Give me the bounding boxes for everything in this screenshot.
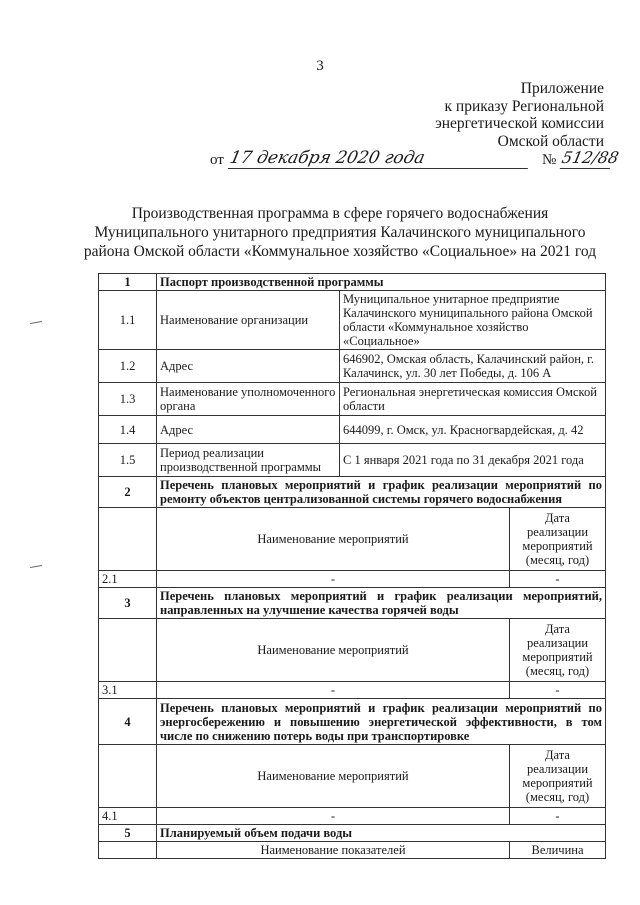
program-table [98, 273, 606, 859]
title-line: района Омской области «Коммунальное хозяйство «Социальное» на 2021 год [83, 243, 597, 260]
section-row [99, 588, 606, 619]
header-name: Наименование мероприятий [157, 619, 510, 682]
row-label: Наименование организации [157, 291, 340, 350]
order-reference [210, 148, 621, 172]
appendix-block [435, 80, 604, 150]
section-row [99, 477, 606, 508]
row-value: 646902, Омская область, Калачинский район, г. Калачинск, ул. 30 лет Победы, д. 106 А [340, 350, 606, 383]
table-header-row [99, 745, 606, 808]
margin-mark [30, 321, 42, 324]
order-number-handwritten: 512/88 [560, 148, 621, 167]
row-date: - [510, 571, 606, 588]
table-header-row [99, 842, 606, 859]
appendix-line: Приложение [520, 80, 604, 97]
blank-cell [99, 745, 157, 808]
header-date: Дата реализации мероприятий (месяц, год) [510, 619, 606, 682]
row-date: - [510, 682, 606, 699]
row-value: 644099, г. Омск, ул. Красногвардейская, д. 42 [340, 416, 606, 444]
table-row [99, 682, 606, 699]
section-number: 2 [99, 477, 157, 508]
row-number: 1.3 [99, 383, 157, 416]
header-date: Дата реализации мероприятий (месяц, год) [510, 508, 606, 571]
section-title: Перечень плановых мероприятий и график реализации мероприятий по энергосбережению и повышению энергетической эффективности, в том числе по снижению потерь воды при транспортировке [157, 699, 606, 745]
section-number: 1 [99, 274, 157, 291]
section-row [99, 825, 606, 842]
row-label: Адрес [157, 350, 340, 383]
section-number: 5 [99, 825, 157, 842]
table-row [99, 571, 606, 588]
section-title: Перечень плановых мероприятий и график реализации мероприятий, направленных на улучшение качества горячей воды [157, 588, 606, 619]
row-number: 1.5 [99, 444, 157, 477]
section-number: 3 [99, 588, 157, 619]
row-label: Период реализации производственной программы [157, 444, 340, 477]
appendix-line: энергетической комиссии [435, 115, 604, 132]
blank-cell [99, 619, 157, 682]
table-header-row [99, 619, 606, 682]
header-value: Величина [510, 842, 606, 859]
row-date: - [510, 808, 606, 825]
row-number: 1.1 [99, 291, 157, 350]
row-label: Наименование уполномоченного органа [157, 383, 340, 416]
row-number: 2.1 [99, 571, 157, 588]
blank-cell [99, 842, 157, 859]
row-number: 4.1 [99, 808, 157, 825]
table-header-row [99, 508, 606, 571]
margin-mark [30, 565, 42, 568]
row-label: Адрес [157, 416, 340, 444]
row-name: - [157, 571, 510, 588]
row-number: 1.2 [99, 350, 157, 383]
row-value: Региональная энергетическая комиссия Омской области [340, 383, 606, 416]
row-number: 1.4 [99, 416, 157, 444]
title-line: Муниципального унитарного предприятия Калачинского муниципального [94, 224, 586, 241]
appendix-line: Омской области [497, 132, 604, 150]
row-name: - [157, 808, 510, 825]
row-value: Муниципальное унитарное предприятие Калачинского муниципального района Омской области «Коммунальное хозяйство «Социальное» [340, 291, 606, 350]
page-number: 3 [316, 58, 324, 74]
title-line: Производственная программа в сфере горячего водоснабжения [131, 205, 549, 222]
table-row [99, 416, 606, 444]
table-row [99, 350, 606, 383]
appendix-line: к приказу Региональной [444, 97, 604, 115]
section-title: Планируемый объем подачи воды [157, 825, 606, 842]
order-prefix: от [210, 152, 224, 168]
order-date-handwritten: 17 декабря 2020 года [228, 148, 532, 169]
section-row [99, 699, 606, 745]
section-row [99, 274, 606, 291]
document-title [70, 204, 610, 261]
table-row [99, 291, 606, 350]
section-title: Перечень плановых мероприятий и график реализации мероприятий по ремонту объектов централизованной системы горячего водоснабжения [157, 477, 606, 508]
section-title: Паспорт производственной программы [157, 274, 606, 291]
header-name: Наименование мероприятий [157, 745, 510, 808]
header-name: Наименование мероприятий [157, 508, 510, 571]
section-number: 4 [99, 699, 157, 745]
header-date: Дата реализации мероприятий (месяц, год) [510, 745, 606, 808]
table-row [99, 444, 606, 477]
row-name: - [157, 682, 510, 699]
blank-cell [99, 508, 157, 571]
table-row [99, 383, 606, 416]
header-indicator-name: Наименование показателей [157, 842, 510, 859]
row-value: С 1 января 2021 года по 31 декабря 2021 года [340, 444, 606, 477]
order-number-prefix: № [542, 152, 557, 168]
row-number: 3.1 [99, 682, 157, 699]
table-row [99, 808, 606, 825]
